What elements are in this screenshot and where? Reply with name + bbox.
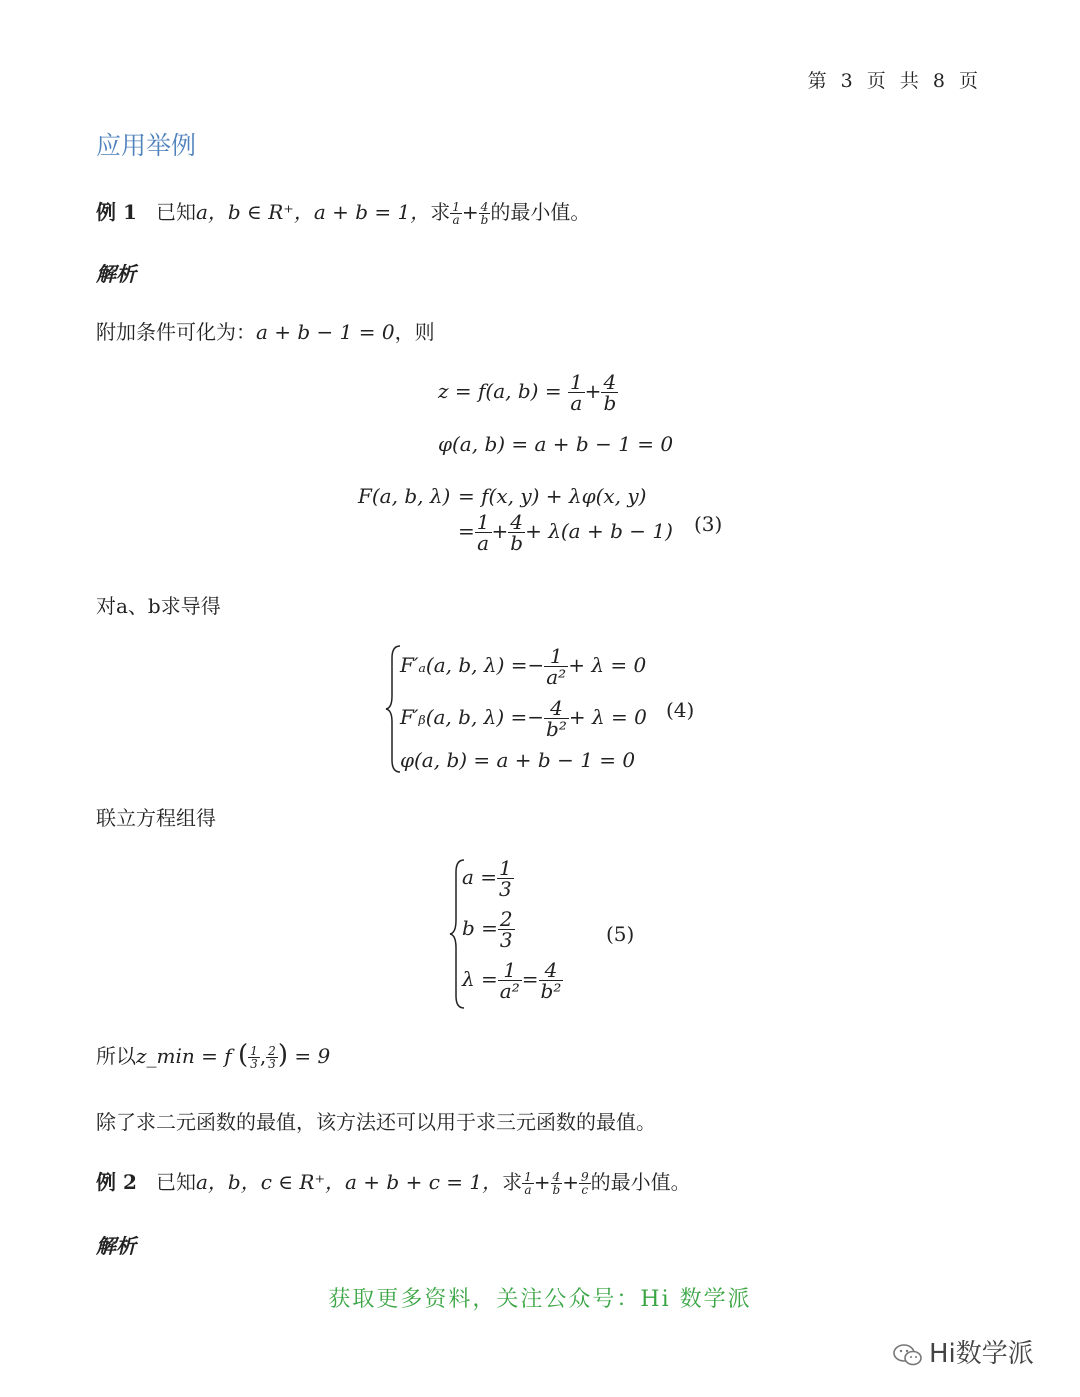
example-2-label: 例 2: [96, 1170, 137, 1194]
frac-num: 4: [539, 960, 564, 981]
system4-row3: φ(a, b) = a + b − 1 = 0: [400, 748, 636, 772]
fraction: [539, 960, 564, 1001]
paragraph-derivative: 对a、b求导得: [96, 594, 221, 618]
fraction: [498, 909, 515, 950]
eq-lhs: z = f(a, b) =: [438, 379, 562, 403]
frac-den: a: [524, 1183, 532, 1197]
frac-den: 3: [499, 877, 512, 901]
eq-lhs: b =: [462, 916, 498, 940]
paren-right: ): [277, 1040, 288, 1070]
page-number: 第 3 页 共 8 页: [807, 70, 982, 92]
paragraph-condition: [96, 316, 435, 345]
frac-num: 1: [498, 960, 522, 981]
frac-den: 3: [499, 928, 513, 952]
frac-num: 1: [476, 510, 490, 534]
frac-num: 1: [452, 200, 460, 214]
example-1-label: 例 1: [96, 200, 137, 224]
system5-row1: [462, 858, 514, 899]
frac-den: a²: [499, 979, 520, 1003]
watermark-text: Hi数学派: [929, 1339, 1034, 1369]
para-tail: = 9: [294, 1044, 331, 1068]
frac-num: 2: [268, 1044, 276, 1058]
section-title: 应用举例: [96, 131, 197, 160]
equation-tag-3: (3): [694, 512, 723, 536]
example-2: 例 2 已知a，b，c ∈ R⁺，a + b + c = 1，求 $\frac{1}{a}$ + $\frac{4}{b}$ + $\frac{9}{c}$ 的最小值。: [96, 1170, 691, 1197]
fraction: [544, 698, 569, 739]
example-2-known: 已知: [155, 1170, 196, 1194]
frac-num: 4: [479, 201, 491, 214]
system4-row1: [400, 646, 646, 687]
frac-den: a²: [546, 665, 567, 689]
footer-promo: 获取更多资料，关注公众号：Hi 数学派: [328, 1287, 752, 1312]
example-1-condition: a，b ∈ R⁺，a + b = 1，: [195, 200, 431, 224]
frac-num: 4: [544, 698, 569, 719]
para-text: 附加条件可化为：: [96, 320, 256, 344]
equation-phi: φ(a, b) = a + b − 1 = 0: [438, 432, 674, 456]
frac-num: 9: [580, 1170, 589, 1184]
paren-left: (: [238, 1040, 249, 1070]
eq-tail: + λ(a + b − 1): [525, 519, 673, 543]
example-1-tail: 的最小值。: [490, 200, 591, 224]
fraction: [475, 512, 492, 553]
para-math: a + b − 1 = 0: [256, 320, 395, 344]
fraction: [479, 201, 491, 226]
plus-sign: +: [461, 200, 479, 224]
frac-den: b: [510, 531, 524, 555]
wechat-icon: [893, 1344, 923, 1366]
frac-den: b²: [540, 979, 562, 1003]
equation-tag-4: (4): [666, 698, 695, 722]
para-tail: ，则: [394, 320, 435, 344]
frac-den: b²: [546, 717, 567, 741]
equation-F-lhs: F(a, b, λ): [358, 484, 451, 508]
example-1: [96, 196, 590, 226]
eq-lhs: a =: [462, 865, 498, 889]
eq-tail: + λ = 0: [568, 705, 647, 729]
frac-num: 1: [569, 370, 583, 394]
fraction: [266, 1045, 278, 1070]
fraction: [497, 858, 514, 899]
frac-den: b: [552, 1183, 561, 1197]
system4-row2: [400, 698, 647, 739]
fraction: [579, 1171, 591, 1196]
equation-z: z = f(a, b) = $\frac{1}{a}$ + $\frac{4}{b}$: [438, 370, 617, 415]
para-text: 所以: [96, 1044, 136, 1068]
frac-num: 4: [508, 512, 525, 533]
fraction: [601, 372, 618, 413]
example-1-ask: 求: [430, 200, 451, 224]
frac-num: 1: [499, 856, 512, 880]
fraction: [248, 1045, 260, 1070]
paragraph-solve: 联立方程组得: [96, 806, 216, 830]
fraction: [522, 1171, 534, 1196]
equation-tag-5: (5): [606, 922, 635, 946]
example-2-condition: a，b，c ∈ R⁺，a + b + c = 1，: [195, 1170, 503, 1194]
fraction: [544, 646, 568, 687]
frac-num: 1: [250, 1044, 258, 1058]
fraction: [568, 372, 585, 413]
frac-num: 1: [524, 1170, 532, 1184]
frac-den: c: [581, 1183, 589, 1197]
eq-lhs: F′ᵦ(a, b, λ) =−: [400, 705, 545, 729]
fraction: [551, 1171, 563, 1196]
frac-den: b: [603, 391, 617, 415]
solution-2-label: 解析: [96, 1234, 136, 1258]
example-2-tail: 的最小值。: [590, 1170, 691, 1194]
frac-num: 2: [499, 907, 513, 931]
frac-den: a: [477, 531, 490, 555]
solution-1-label: 解析: [96, 262, 136, 286]
equation-F-row2: = $\frac{1}{a}$ + $\frac{4}{b}$ + λ(a + b − 1): [458, 510, 673, 555]
paragraph-result: 所以z_min = f ( $\frac{1}{3}$ , $\frac{2}{3}$ ) = 9: [96, 1040, 331, 1071]
frac-den: 3: [250, 1057, 258, 1071]
system5-row2: [462, 909, 515, 950]
frac-num: 1: [544, 646, 568, 667]
eq-lhs: λ =: [462, 967, 498, 991]
paragraph-extension: 除了求二元函数的最值，该方法还可以用于求三元函数的最值。: [96, 1110, 656, 1134]
equals: =: [521, 967, 539, 991]
example-2-ask: 求: [502, 1170, 523, 1194]
frac-num: 4: [601, 372, 618, 393]
system5-row3: [462, 960, 563, 1001]
frac-num: 4: [551, 1171, 563, 1184]
equation-F-row1: = f(x, y) + λφ(x, y): [458, 484, 647, 508]
fraction: [450, 201, 462, 226]
frac-den: a: [452, 213, 460, 227]
eq-lhs: F′ₐ(a, b, λ) =−: [400, 653, 545, 677]
fraction: [498, 960, 522, 1001]
watermark: [893, 1333, 1034, 1370]
eq-tail: + λ = 0: [568, 653, 647, 677]
fraction: [508, 512, 525, 553]
frac-den: a: [570, 391, 583, 415]
example-1-known: 已知: [155, 200, 196, 224]
frac-den: 3: [268, 1057, 276, 1071]
frac-den: b: [480, 213, 489, 227]
para-math: z_min = f: [136, 1044, 232, 1068]
